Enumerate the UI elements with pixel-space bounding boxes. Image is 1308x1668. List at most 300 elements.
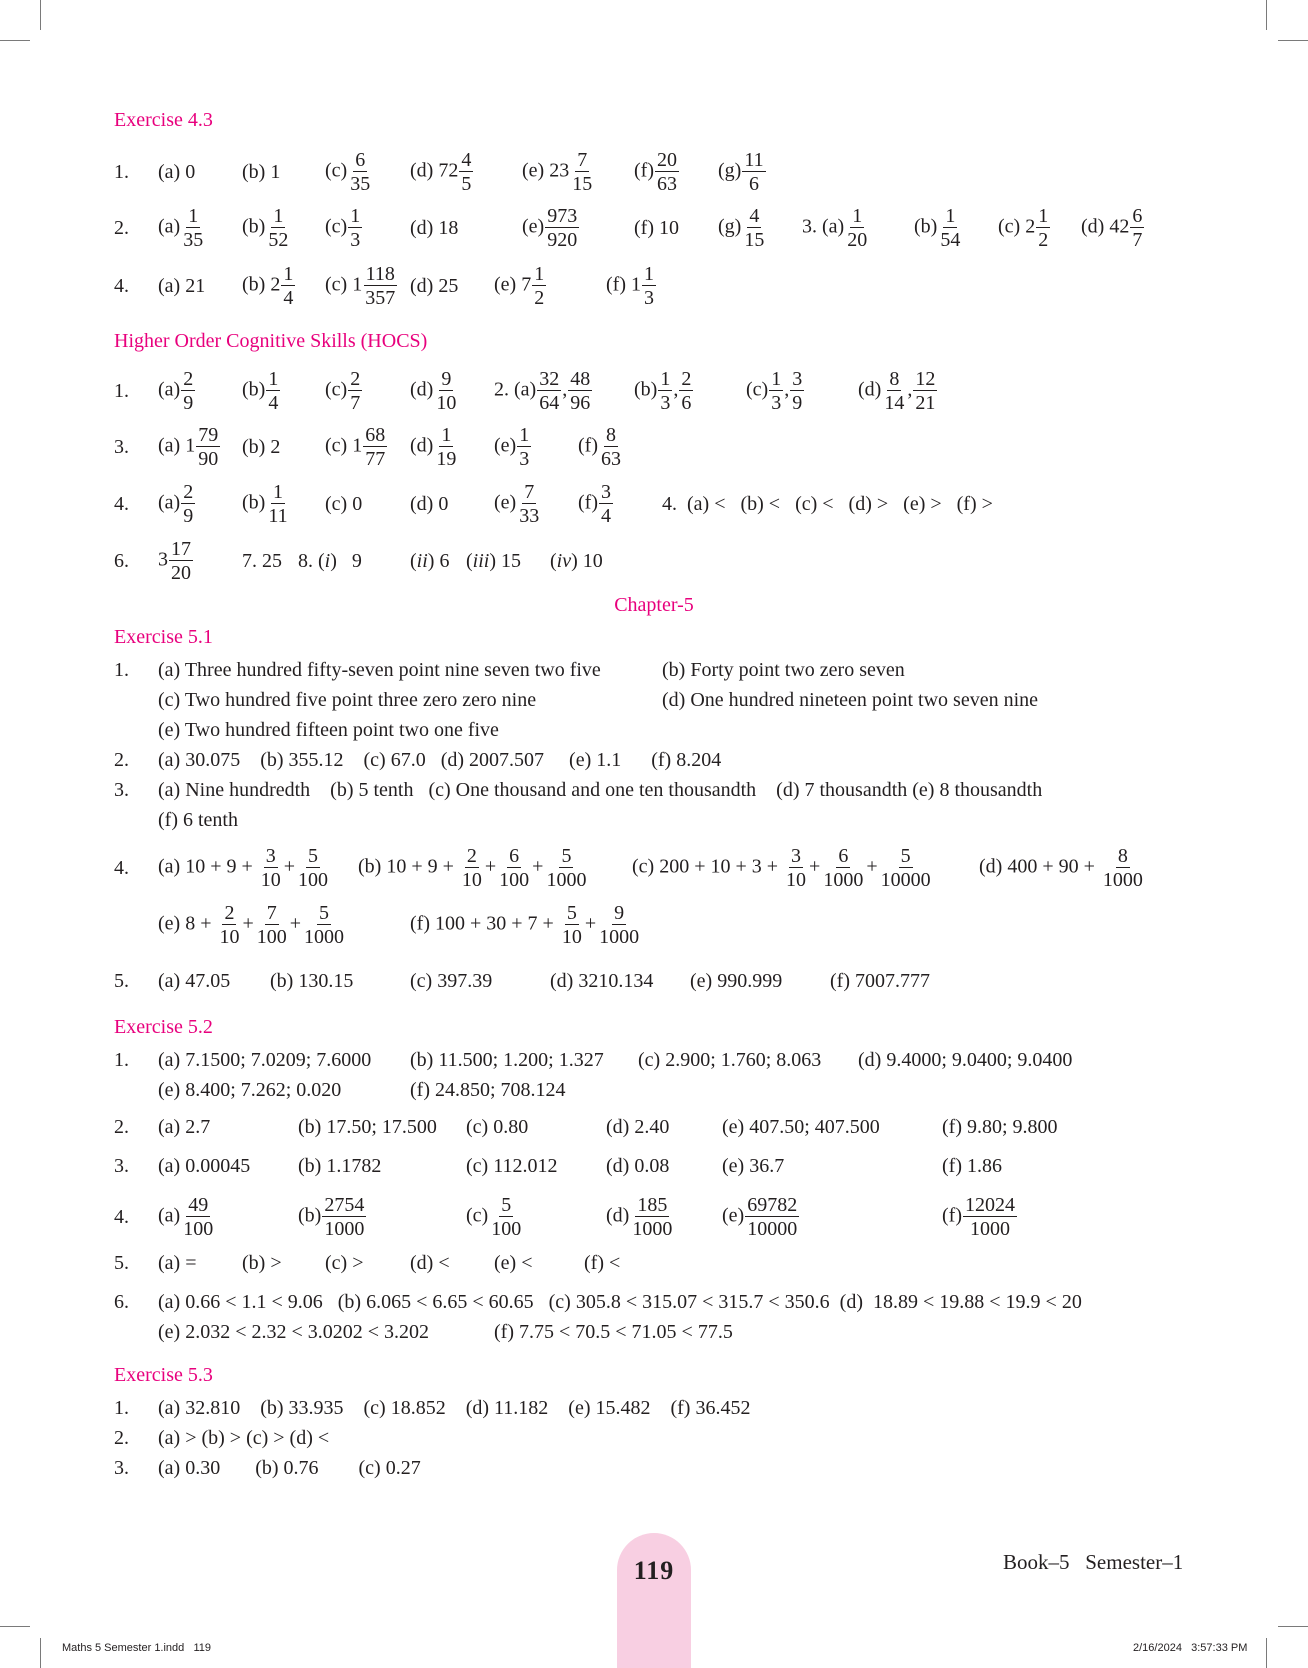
answer-c: (c) 2.900; 1.760; 8.063: [638, 1048, 822, 1071]
answers: (a) Nine hundredth (b) 5 tenth (c) One thousand and one ten thousandth (d) 7 thousandth (e) 8 thousandth: [158, 778, 1043, 801]
fraction: [913, 369, 937, 413]
answer-f: (f) 7007.777: [830, 969, 930, 992]
denominator: 4: [268, 392, 279, 414]
fraction: [784, 846, 808, 890]
q-number: 5.: [114, 969, 129, 992]
fraction: [742, 150, 765, 194]
answer-b: (b) 2: [242, 435, 281, 458]
denominator: 3: [771, 392, 782, 414]
denominator: 35: [350, 173, 371, 195]
answer-2a: [494, 369, 593, 413]
fraction: [281, 264, 295, 308]
label: (c) 200 + 10 + 3 +: [632, 855, 779, 878]
label: (d): [858, 378, 882, 401]
denominator: 10: [219, 926, 240, 948]
numerator: 5: [319, 902, 330, 924]
answer-g: [718, 206, 767, 250]
answer-6: [158, 539, 194, 583]
label: (b) 10 + 9 +: [358, 855, 454, 878]
answer-a: [158, 482, 196, 526]
q-number: 3.: [114, 1456, 129, 1479]
answer-3b: [914, 206, 963, 250]
answer-c: (c) 0.80: [466, 1115, 529, 1138]
answer-e: [494, 264, 547, 308]
label: (b): [634, 378, 658, 401]
numerator: 2: [466, 845, 477, 867]
denominator: 1000: [304, 926, 345, 948]
numerator: 49: [188, 1194, 209, 1216]
denominator: 11: [268, 505, 288, 527]
answer-a: [158, 846, 331, 890]
numerator: 2: [183, 368, 194, 390]
fraction: [545, 206, 579, 250]
fraction: [570, 150, 594, 194]
answer-a: (a) 0: [158, 160, 196, 183]
numerator: 48: [570, 368, 591, 390]
value-iii: ) 15: [489, 549, 522, 572]
label: (b): [242, 215, 266, 238]
label: (f) 1: [606, 273, 641, 296]
answer-8-ii: [410, 550, 449, 573]
exercise-5-3-heading: Exercise 5.3: [114, 1364, 213, 1386]
answer-d: (d) 0: [410, 492, 449, 515]
fraction: [434, 425, 458, 469]
q-number: 2.: [114, 748, 129, 771]
plus: +: [484, 855, 497, 878]
label: (a): [158, 215, 181, 238]
plus: +: [532, 855, 544, 878]
numerator: 2: [183, 481, 194, 503]
label: (c): [325, 215, 348, 238]
denominator: 7: [350, 392, 361, 414]
numerator: 7: [524, 481, 535, 503]
numerator: 8: [889, 368, 900, 390]
q-number: 3.: [114, 1154, 129, 1177]
whole: 3: [158, 548, 168, 571]
fraction: [348, 150, 372, 194]
paren: (: [318, 549, 325, 572]
numerator: 2: [224, 902, 235, 924]
label: (c): [325, 378, 348, 401]
numerator: 1: [771, 368, 782, 390]
answer-d: (d) 25: [410, 274, 459, 297]
answer-b: [242, 482, 291, 526]
numerator: 8: [605, 424, 616, 446]
denominator: 3: [350, 229, 361, 251]
numerator: 1: [534, 263, 545, 285]
answer-a: (a) Three hundred fifty-seven point nine seven two five: [158, 658, 601, 681]
answer-a: (a) =: [158, 1251, 197, 1274]
fraction: [560, 903, 584, 947]
answers: (a) > (b) > (c) > (d) <: [158, 1426, 330, 1449]
answer-b: (b) 130.15: [270, 969, 354, 992]
label: (c) 1: [325, 434, 363, 457]
answer-2c: [746, 369, 805, 413]
roman-i: i: [324, 549, 331, 572]
answer-a: [158, 425, 221, 469]
numerator: 1: [1038, 205, 1049, 227]
label: 2. (a): [494, 378, 537, 401]
denominator: 1000: [1102, 869, 1143, 891]
answer-a: [158, 1195, 216, 1239]
label: (e) 23: [522, 159, 570, 182]
print-timestamp: 2/16/2024 3:57:33 PM: [1133, 1642, 1248, 1654]
numerator: 1: [273, 205, 284, 227]
label: (c): [325, 159, 348, 182]
denominator: 920: [547, 229, 578, 251]
answer-f: [634, 150, 680, 194]
answer-2d: [858, 369, 938, 413]
label: (g): [718, 215, 742, 238]
label: (c) 2: [998, 215, 1036, 238]
denominator: 1000: [546, 869, 587, 891]
plus: +: [242, 912, 254, 935]
label: (c): [466, 1204, 489, 1227]
label: (d) 72: [410, 159, 459, 182]
plus: +: [283, 855, 296, 878]
answer-f: (f) 6 tenth: [158, 808, 238, 831]
q-number: 4.: [114, 856, 129, 879]
label: (c): [746, 378, 769, 401]
numerator: 4: [461, 149, 472, 171]
label: (e) 8 +: [158, 912, 212, 935]
exercise-5-2-heading: Exercise 5.2: [114, 1016, 213, 1038]
numerator: 9: [614, 902, 625, 924]
denominator: 63: [600, 448, 621, 470]
fraction: [266, 206, 290, 250]
answer-f: [410, 903, 642, 947]
denominator: 3: [643, 287, 654, 309]
numerator: 6: [838, 845, 849, 867]
numerator: 3: [600, 481, 611, 503]
fraction: [302, 903, 346, 947]
denominator: 4: [600, 505, 611, 527]
answer-e: (e) 36.7: [722, 1154, 785, 1177]
denominator: 21: [915, 392, 936, 414]
answer-f: (f) 1.86: [942, 1154, 1002, 1177]
fraction: [489, 1195, 523, 1239]
fraction: [434, 369, 458, 413]
fraction: [497, 846, 531, 890]
label: (e): [522, 215, 545, 238]
fraction: [363, 425, 387, 469]
answer-b: (b) 1: [242, 160, 281, 183]
denominator: 90: [198, 448, 219, 470]
fraction: [679, 369, 693, 413]
label: (a): [158, 1204, 181, 1227]
fraction: [217, 903, 241, 947]
paren: (: [410, 549, 417, 572]
numerator: 9: [441, 368, 452, 390]
fraction: [517, 425, 531, 469]
paren: (: [550, 549, 557, 572]
plus: +: [866, 855, 878, 878]
fraction: [532, 264, 546, 308]
denominator: 20: [847, 229, 868, 251]
answer-8: [298, 550, 362, 573]
q-number: 1.: [114, 1396, 129, 1419]
fraction: [882, 369, 906, 413]
answer-d: [979, 846, 1146, 890]
answer-d: [410, 150, 474, 194]
answer-c: [325, 264, 398, 308]
numerator: 68: [365, 424, 386, 446]
fraction: [322, 1195, 366, 1239]
denominator: 10: [461, 869, 482, 891]
numerator: 3: [791, 845, 802, 867]
label: (e): [494, 491, 517, 514]
crop-mark-top-right-h: [1278, 40, 1308, 41]
fraction: [181, 369, 195, 413]
denominator: 33: [519, 505, 540, 527]
answer-e: (e) <: [494, 1251, 533, 1274]
numerator: 5: [561, 845, 572, 867]
answer-d: (d) 0.08: [606, 1154, 670, 1177]
answer-e: (e) 990.999: [690, 969, 783, 992]
comma: ,: [673, 378, 679, 401]
answer-b: [242, 206, 291, 250]
answer-c: [632, 846, 934, 890]
answer-d: (d) 9.4000; 9.0400; 9.0400: [858, 1048, 1073, 1071]
comma: ,: [907, 378, 913, 401]
denominator: 2: [1038, 229, 1049, 251]
q-number: 1.: [114, 1048, 129, 1071]
label: (d): [410, 434, 434, 457]
denominator: 100: [298, 869, 329, 891]
fraction: [599, 482, 613, 526]
numerator: 185: [637, 1194, 668, 1216]
denominator: 1000: [324, 1218, 365, 1240]
answer-f: [578, 425, 624, 469]
answer-e: [722, 1195, 800, 1239]
fraction: [296, 846, 330, 890]
answer-a: [158, 369, 196, 413]
numerator: 1: [660, 368, 671, 390]
denominator: 10: [436, 392, 457, 414]
denominator: 3: [660, 392, 671, 414]
answer-b: (b) >: [242, 1251, 282, 1274]
label: (b): [914, 215, 938, 238]
denominator: 35: [183, 229, 204, 251]
roman-ii: ii: [416, 549, 428, 572]
denominator: 100: [183, 1218, 214, 1240]
plus: +: [584, 912, 597, 935]
label: (b) 2: [242, 273, 281, 296]
numerator: 6: [355, 149, 366, 171]
denominator: 1000: [823, 869, 864, 891]
numerator: 1: [643, 263, 654, 285]
crop-mark-bottom-right: [1266, 1638, 1267, 1668]
numerator: 5: [566, 902, 577, 924]
fraction: [544, 846, 588, 890]
numerator: 79: [198, 424, 219, 446]
numerator: 8: [1117, 845, 1128, 867]
chapter-heading: Chapter-5: [614, 594, 694, 616]
roman-iii: iii: [472, 549, 490, 572]
comma: ,: [784, 378, 790, 401]
fraction: [459, 150, 473, 194]
exercise-4-3-heading: Exercise 4.3: [114, 109, 213, 131]
page-number-tab: [617, 1533, 691, 1668]
crop-mark-top-right: [1266, 0, 1267, 30]
fraction: [963, 1195, 1017, 1239]
denominator: 1000: [969, 1218, 1010, 1240]
q-number: 4.: [114, 274, 129, 297]
numerator: 17: [171, 538, 191, 560]
answer-d: [410, 369, 459, 413]
answer-d: (d) <: [410, 1251, 450, 1274]
q-number: 5.: [114, 1251, 129, 1274]
fraction: [537, 369, 561, 413]
label: (e): [494, 434, 517, 457]
numerator: 1: [272, 481, 283, 503]
denominator: 10: [260, 869, 281, 891]
answer-a: (a) 21: [158, 274, 206, 297]
q-number: 3.: [114, 435, 129, 458]
label: (e): [722, 1204, 745, 1227]
plus: +: [809, 855, 821, 878]
crop-mark-bottom-left: [40, 1638, 41, 1668]
answer-f: (f) 24.850; 708.124: [410, 1078, 566, 1101]
answer-b: (b) 11.500; 1.200; 1.327: [410, 1048, 604, 1071]
denominator: 1000: [632, 1218, 673, 1240]
answers: (a) 32.810 (b) 33.935 (c) 18.852 (d) 11.182 (e) 15.482 (f) 36.452: [158, 1396, 751, 1419]
label: (a) 1: [158, 434, 196, 457]
label: (d): [410, 378, 434, 401]
q-number: 2.: [114, 1426, 129, 1449]
answer-a: (a) 7.1500; 7.0209; 7.6000: [158, 1048, 372, 1071]
denominator: 15: [572, 173, 593, 195]
fraction: [196, 425, 220, 469]
indd-filename: Maths 5 Semester 1.indd 119: [62, 1642, 211, 1654]
fraction: [630, 1195, 674, 1239]
denominator: 5: [461, 173, 472, 195]
label: (b): [242, 378, 266, 401]
crop-mark-bottom-right-h: [1278, 1626, 1308, 1627]
denominator: 357: [365, 287, 396, 309]
numerator: 2754: [324, 1194, 365, 1216]
label: (e) 7: [494, 273, 532, 296]
q-number: 4.: [114, 1205, 129, 1228]
label: (b): [242, 491, 266, 514]
denominator: 20: [171, 562, 191, 584]
label: (f): [578, 434, 598, 457]
answer-f: [578, 482, 614, 526]
answer-d: (d) 3210.134: [550, 969, 654, 992]
answer-d: (d) One hundred nineteen point two seven nine: [662, 688, 1039, 711]
numerator: 6: [509, 845, 520, 867]
numerator: 69782: [747, 1194, 798, 1216]
label: (f): [578, 491, 598, 514]
exercise-5-1-heading: Exercise 5.1: [114, 626, 213, 648]
answer-g: [718, 150, 767, 194]
denominator: 19: [436, 448, 457, 470]
answer-e: [522, 150, 595, 194]
numerator: 3: [792, 368, 803, 390]
denominator: 10000: [880, 869, 931, 891]
numerator: 1: [350, 205, 361, 227]
denominator: 15: [744, 229, 765, 251]
fraction: [597, 903, 641, 947]
numerator: 32: [539, 368, 560, 390]
label: (d) 400 + 90 +: [979, 855, 1095, 878]
numerator: 1: [188, 205, 199, 227]
label: (f): [634, 159, 654, 182]
denominator: 7: [1132, 229, 1143, 251]
fraction: [181, 1195, 215, 1239]
comma: ,: [562, 378, 568, 401]
denominator: 6: [748, 173, 759, 195]
q-number: 4.: [114, 492, 129, 515]
fraction: [790, 369, 804, 413]
label: (d): [606, 1204, 630, 1227]
answer-a: [158, 206, 206, 250]
denominator: 4: [283, 287, 294, 309]
fraction: [642, 264, 656, 308]
numerator: 118: [365, 263, 395, 285]
answer-f: (f) 9.80; 9.800: [942, 1115, 1058, 1138]
answer-e: [494, 425, 532, 469]
answer-8-iv: [550, 550, 603, 573]
answer-c: (c) 112.012: [466, 1154, 558, 1177]
numerator: 1: [519, 424, 530, 446]
numerator: 11: [744, 149, 764, 171]
answer-b: [298, 1195, 367, 1239]
answer-b: [242, 264, 296, 308]
fraction: [845, 206, 869, 250]
denominator: 9: [183, 505, 194, 527]
answers: (a) 0.30 (b) 0.76 (c) 0.27: [158, 1456, 421, 1479]
label: (g): [718, 159, 742, 182]
denominator: 10: [786, 869, 807, 891]
label: (f) 100 + 30 + 7 +: [410, 912, 554, 935]
answer-d: (d) 2.40: [606, 1115, 670, 1138]
numerator: 5: [501, 1194, 512, 1216]
label: (a) 10 + 9 +: [158, 855, 253, 878]
fraction: [1130, 206, 1144, 250]
fraction: [266, 369, 280, 413]
denominator: 54: [940, 229, 961, 251]
fraction: [517, 482, 541, 526]
denominator: 1000: [599, 926, 640, 948]
numerator: 5: [308, 845, 319, 867]
numerator: 1: [852, 205, 863, 227]
numerator: 2: [681, 368, 692, 390]
fraction: [599, 425, 623, 469]
label: 3. (a): [802, 215, 845, 238]
fraction: [348, 206, 362, 250]
roman-iv: iv: [556, 549, 572, 572]
fraction: [658, 369, 672, 413]
numerator: 3: [265, 845, 276, 867]
numerator: 973: [547, 205, 578, 227]
answer-3c: [998, 206, 1051, 250]
denominator: 6: [681, 392, 692, 414]
fraction: [879, 846, 933, 890]
denominator: 52: [268, 229, 289, 251]
label: (a): [158, 378, 181, 401]
answer-a: (a) 2.7: [158, 1115, 211, 1138]
value-i: ) 9: [330, 549, 362, 572]
answers: (a) 30.075 (b) 355.12 (c) 67.0 (d) 2007.507 (e) 1.1 (f) 8.204: [158, 748, 722, 771]
fraction: [181, 206, 205, 250]
answer-7: 7. 25: [242, 549, 282, 572]
fraction: [363, 264, 397, 308]
fraction: [1101, 846, 1145, 890]
fraction: [255, 903, 289, 947]
hocs-heading: Higher Order Cognitive Skills (HOCS): [114, 330, 428, 352]
label: (f): [942, 1204, 962, 1227]
